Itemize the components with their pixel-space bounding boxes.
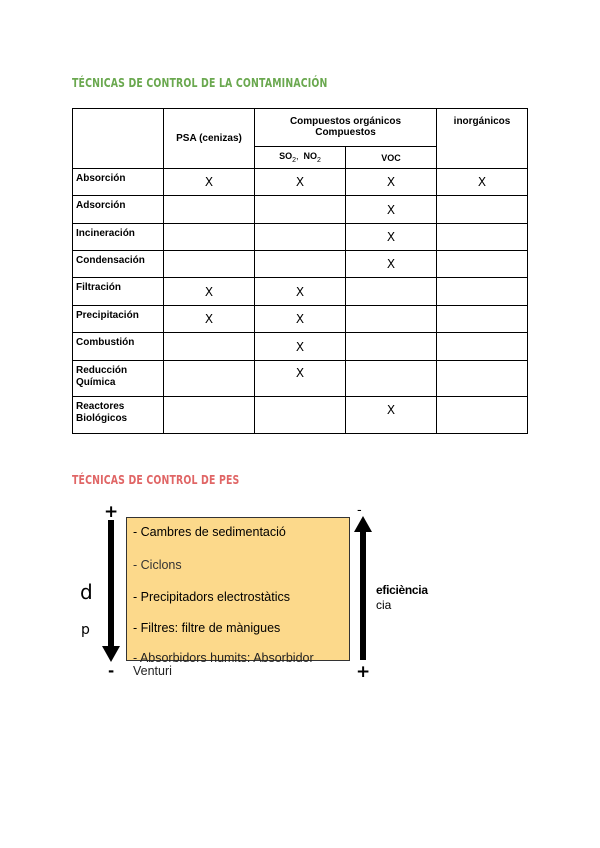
efficiency-arrow-head <box>354 516 372 532</box>
row-label: Reactores Biológicos <box>73 397 164 434</box>
left-bottom-minus: - <box>108 662 115 680</box>
efficiency-label-line2: cia <box>376 598 392 612</box>
cell-mark: X <box>255 169 346 196</box>
header-organic-line1: Compuestos orgánicos <box>289 116 402 127</box>
technique-item: - Absorbidors humits: Absorbidor Venturi <box>133 651 314 678</box>
header-psa: PSA (cenizas) <box>164 109 255 169</box>
voc-label: VOC <box>381 152 401 163</box>
cell-mark: X <box>164 278 255 306</box>
efficiency-label <box>376 583 436 613</box>
so-subscript: 2 <box>292 156 296 164</box>
header-organic-line2: Compuestos <box>315 127 376 138</box>
header-so2-no2: $SO_2$, $NO_2$ <box>255 147 346 169</box>
technique-item: - Filtres: filtre de mànigues <box>133 621 281 635</box>
cell-mark: X <box>346 196 437 224</box>
row-label: Adsorción <box>73 196 164 224</box>
cell-mark: X <box>346 397 437 434</box>
right-bottom-plus: + <box>356 662 371 682</box>
cell-mark: X <box>255 361 346 397</box>
cell-mark: X <box>346 251 437 278</box>
technique-item: - Cambres de sedimentació <box>133 525 286 539</box>
efficiency-label-line1: eficiència <box>376 583 428 597</box>
dp-letter-d: d <box>80 580 93 604</box>
technique-item: - Ciclons <box>133 558 182 572</box>
header-inorganic: inorgánicos <box>437 109 528 169</box>
technique-item: - Precipitadors electrostàtics <box>133 590 291 604</box>
row-label: Incineración <box>73 224 164 251</box>
left-top-plus: + <box>104 502 119 522</box>
row-label: Precipitación <box>73 306 164 333</box>
no-subscript: 2 <box>317 156 321 164</box>
cell-mark: X <box>255 306 346 333</box>
cell-mark: X <box>255 333 346 361</box>
no-label: NO <box>303 151 318 162</box>
section-title-contaminacion: TÉCNICAS DE CONTROL DE LA CONTAMINACIÓN <box>72 76 328 90</box>
right-top-minus: - <box>357 503 362 518</box>
row-label: Condensación <box>73 251 164 278</box>
section-title-pes: TÉCNICAS DE CONTROL DE PES <box>72 473 240 487</box>
cell-mark: X <box>164 306 255 333</box>
so-label: SO <box>279 151 293 162</box>
dp-letter-p: p <box>81 622 90 638</box>
row-label: Reducción Química <box>73 361 164 397</box>
cell-mark: X <box>164 169 255 196</box>
row-label: Filtración <box>73 278 164 306</box>
cell-mark: X <box>255 278 346 306</box>
row-label: Combustión <box>73 333 164 361</box>
row-label: Absorción <box>73 169 164 196</box>
cell-mark: X <box>437 169 528 196</box>
cell-mark: X <box>346 224 437 251</box>
dp-arrow-head <box>102 646 120 662</box>
cell-mark: X <box>346 169 437 196</box>
